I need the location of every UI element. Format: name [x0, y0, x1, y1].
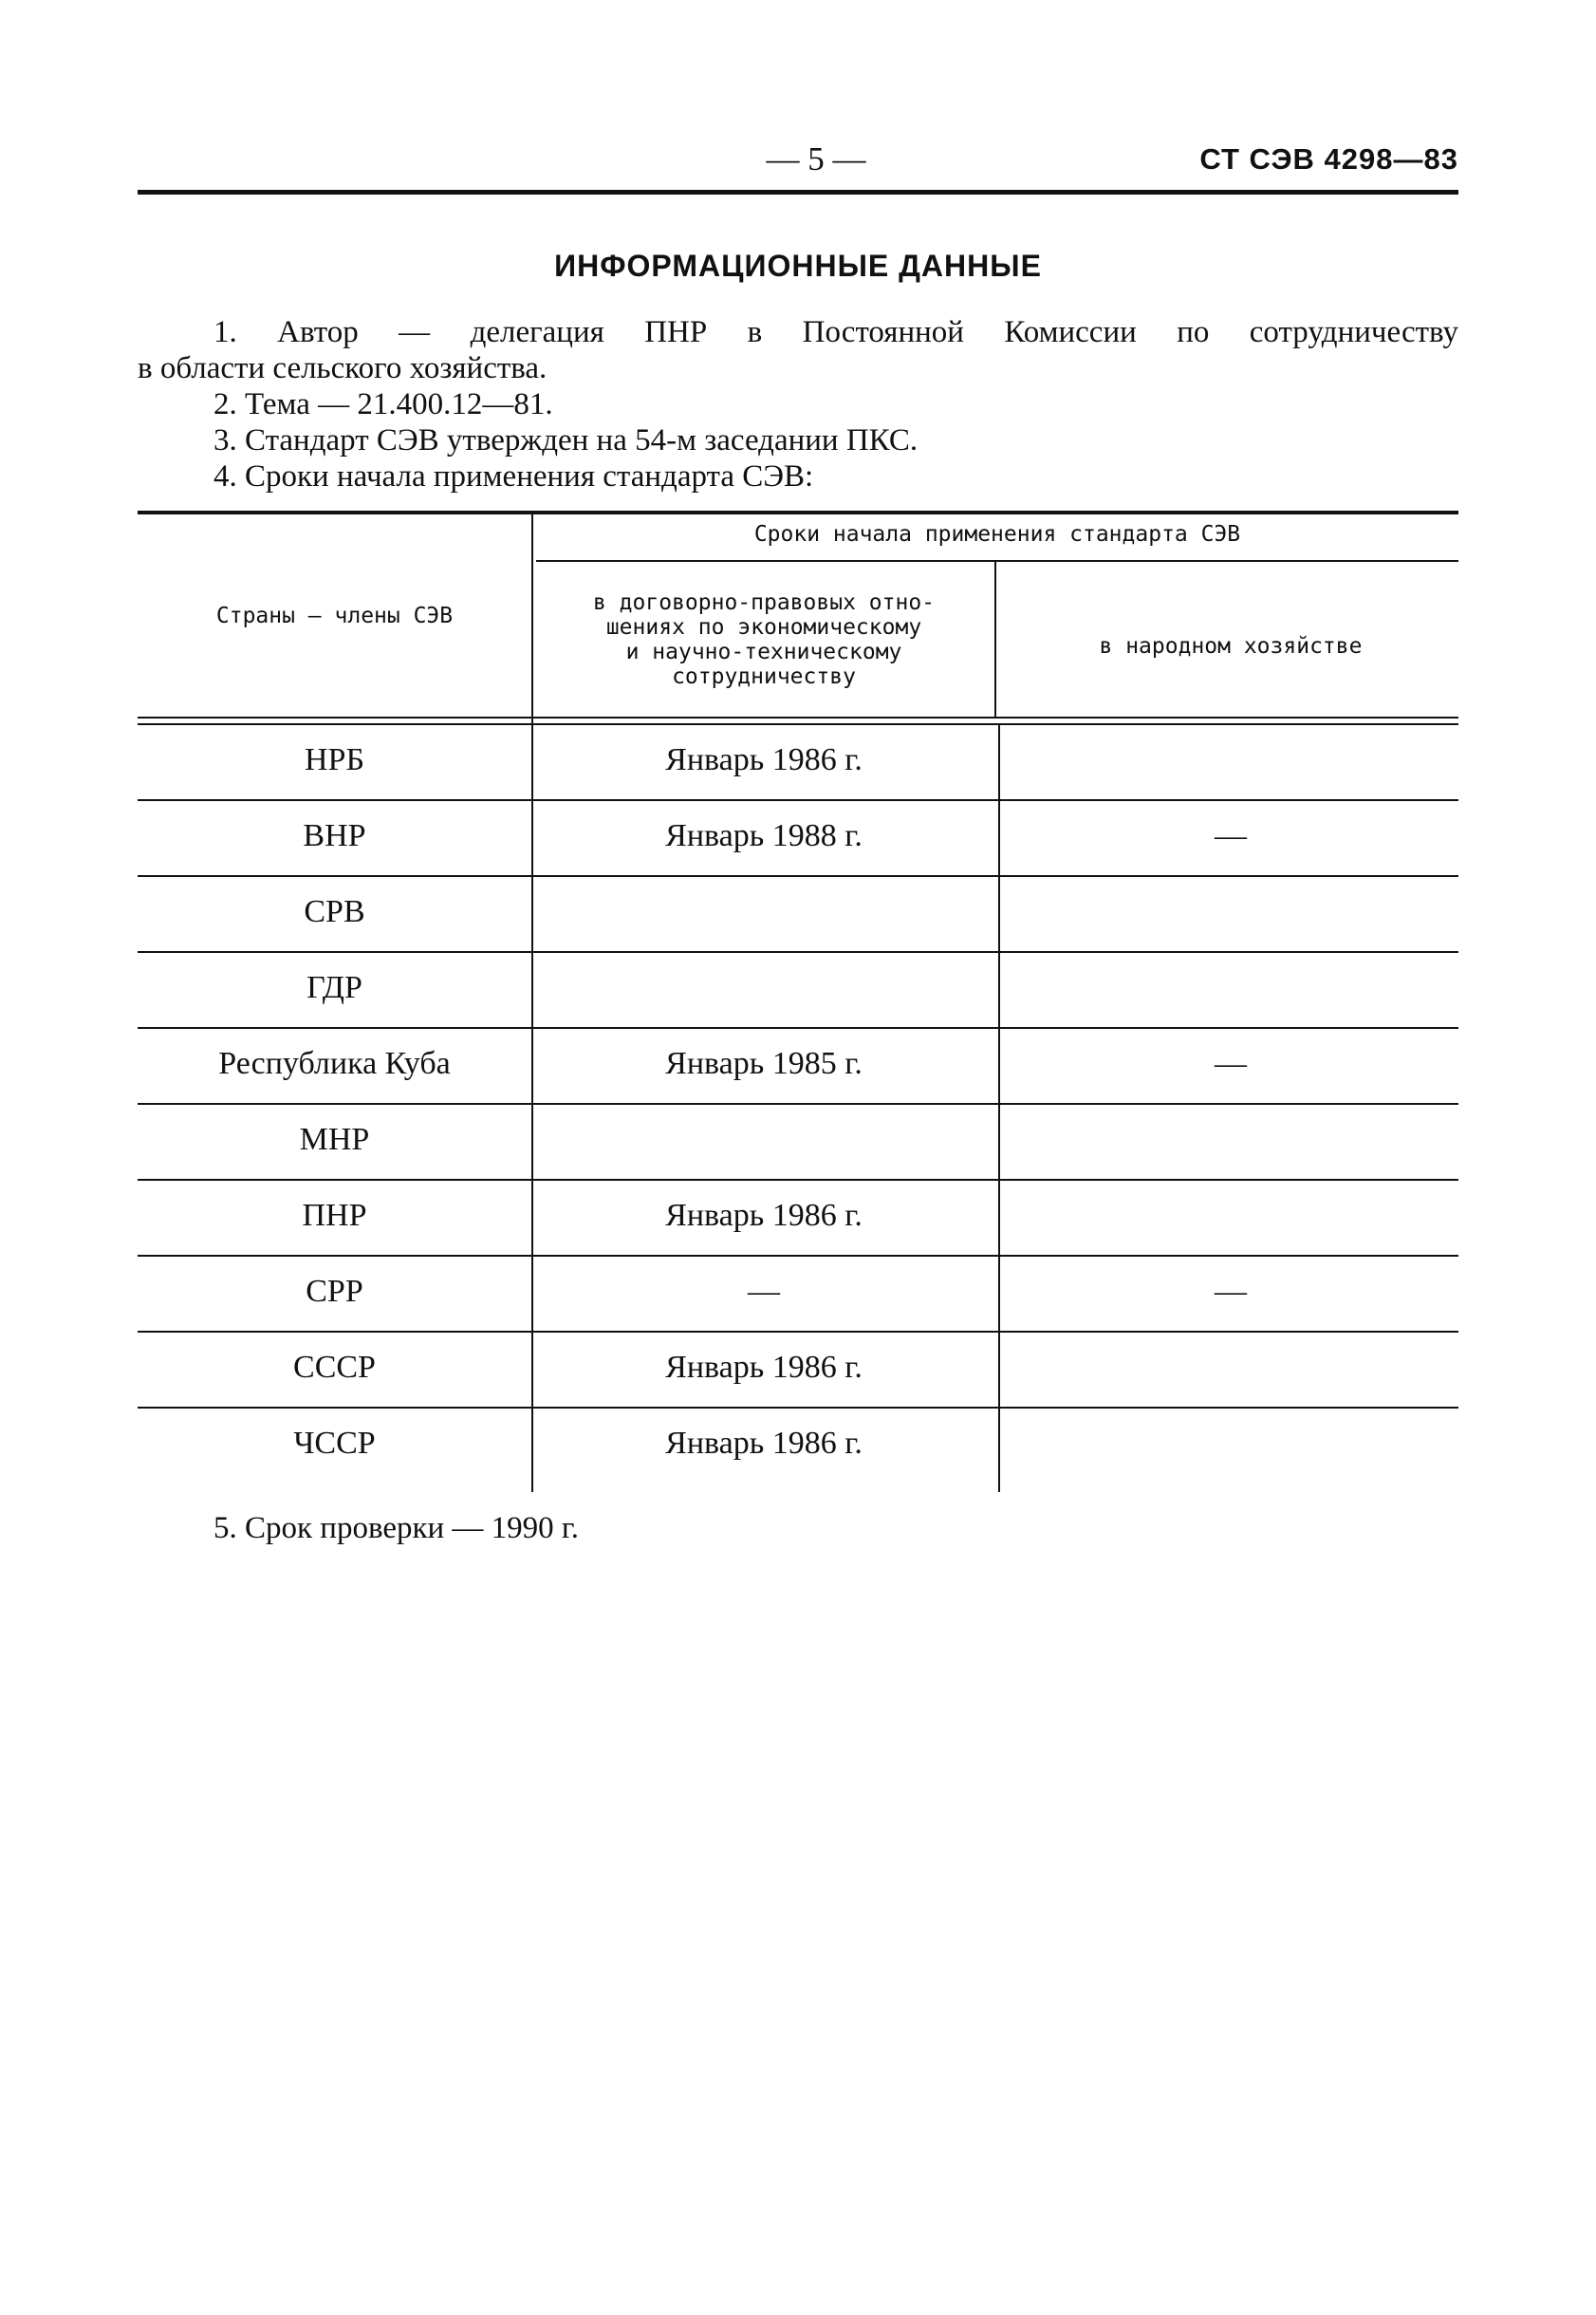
row-rule [138, 1255, 1458, 1257]
header-contract-line-4: сотрудничеству [672, 664, 856, 689]
cell-contract [536, 1116, 992, 1164]
header-contract-line-2: шениях по экономическому [605, 615, 922, 640]
row-rule [138, 1103, 1458, 1105]
section-title: ИНФОРМАЦИОННЫЕ ДАННЫЕ [554, 249, 1042, 283]
row-rule [138, 1179, 1458, 1181]
cell-contract: Январь 1986 г. [665, 742, 863, 777]
cell-country: Республика Куба [218, 1046, 451, 1081]
header-rule [138, 190, 1458, 195]
cell-economy: — [1215, 1046, 1247, 1081]
table-group-rule [536, 560, 1458, 562]
cell-contract: Январь 1986 г. [665, 1426, 863, 1461]
cell-contract: Январь 1986 г. [665, 1350, 863, 1385]
item-2: 2. Тема — 21.400.12—81. [213, 387, 553, 421]
cell-country: ГДР [306, 970, 362, 1005]
header-contract-line-1: в договорно-правовых отно- [592, 590, 936, 615]
cell-contract: Январь 1986 г. [665, 1198, 863, 1233]
header-contract-line-3: и научно-техническому [625, 640, 902, 664]
cell-country: МНР [299, 1122, 370, 1157]
item-1-line-1: 1. Автор — делегация ПНР в Постоянной Комиссии по сотрудничеству [213, 315, 1458, 349]
cell-economy [998, 964, 1463, 1012]
cell-country: ПНР [302, 1198, 367, 1233]
header-countries: Страны — члены СЭВ [215, 604, 454, 628]
cell-country: СРВ [304, 894, 365, 929]
header-economy: в народном хозяйстве [1099, 634, 1363, 659]
row-rule [138, 1027, 1458, 1029]
cell-economy [998, 1420, 1463, 1467]
item-1-line-2: в области сельского хозяйства. [138, 351, 547, 385]
cell-contract [536, 964, 992, 1012]
page-number: — 5 — [766, 140, 866, 177]
cell-country: СРР [306, 1274, 363, 1309]
row-rule [138, 1407, 1458, 1409]
cell-contract: Январь 1985 г. [665, 1046, 863, 1081]
cell-country: ЧССР [293, 1426, 376, 1461]
cell-contract: — [748, 1274, 780, 1309]
header-group: Сроки начала применения стандарта СЭВ [753, 522, 1241, 547]
table-vline-1 [531, 514, 533, 1492]
item-4: 4. Сроки начала применения стандарта СЭВ: [213, 459, 814, 494]
standard-code: СТ СЭВ 4298—83 [1199, 142, 1458, 176]
row-rule [138, 799, 1458, 801]
cell-economy [998, 888, 1463, 936]
table-vline-2 [994, 562, 996, 717]
cell-country: ВНР [303, 818, 366, 853]
cell-economy [998, 1192, 1463, 1240]
row-rule [138, 951, 1458, 953]
table-top-rule [138, 511, 1458, 514]
cell-country: НРБ [305, 742, 364, 777]
cell-economy: — [1215, 1274, 1247, 1309]
cell-economy [998, 1116, 1463, 1164]
row-rule [138, 875, 1458, 877]
item-3: 3. Стандарт СЭВ утвержден на 54-м заседании ПКС. [213, 423, 919, 457]
cell-country: СССР [293, 1350, 376, 1385]
cell-economy [998, 1344, 1463, 1391]
cell-contract: Январь 1988 г. [665, 818, 863, 853]
cell-economy [998, 737, 1463, 784]
table-header-rule-1 [138, 717, 1458, 719]
cell-contract [536, 888, 992, 936]
table-header-rule-2 [138, 723, 1458, 725]
item-5: 5. Срок проверки — 1990 г. [213, 1511, 579, 1545]
cell-economy: — [1215, 818, 1247, 853]
row-rule [138, 1331, 1458, 1333]
